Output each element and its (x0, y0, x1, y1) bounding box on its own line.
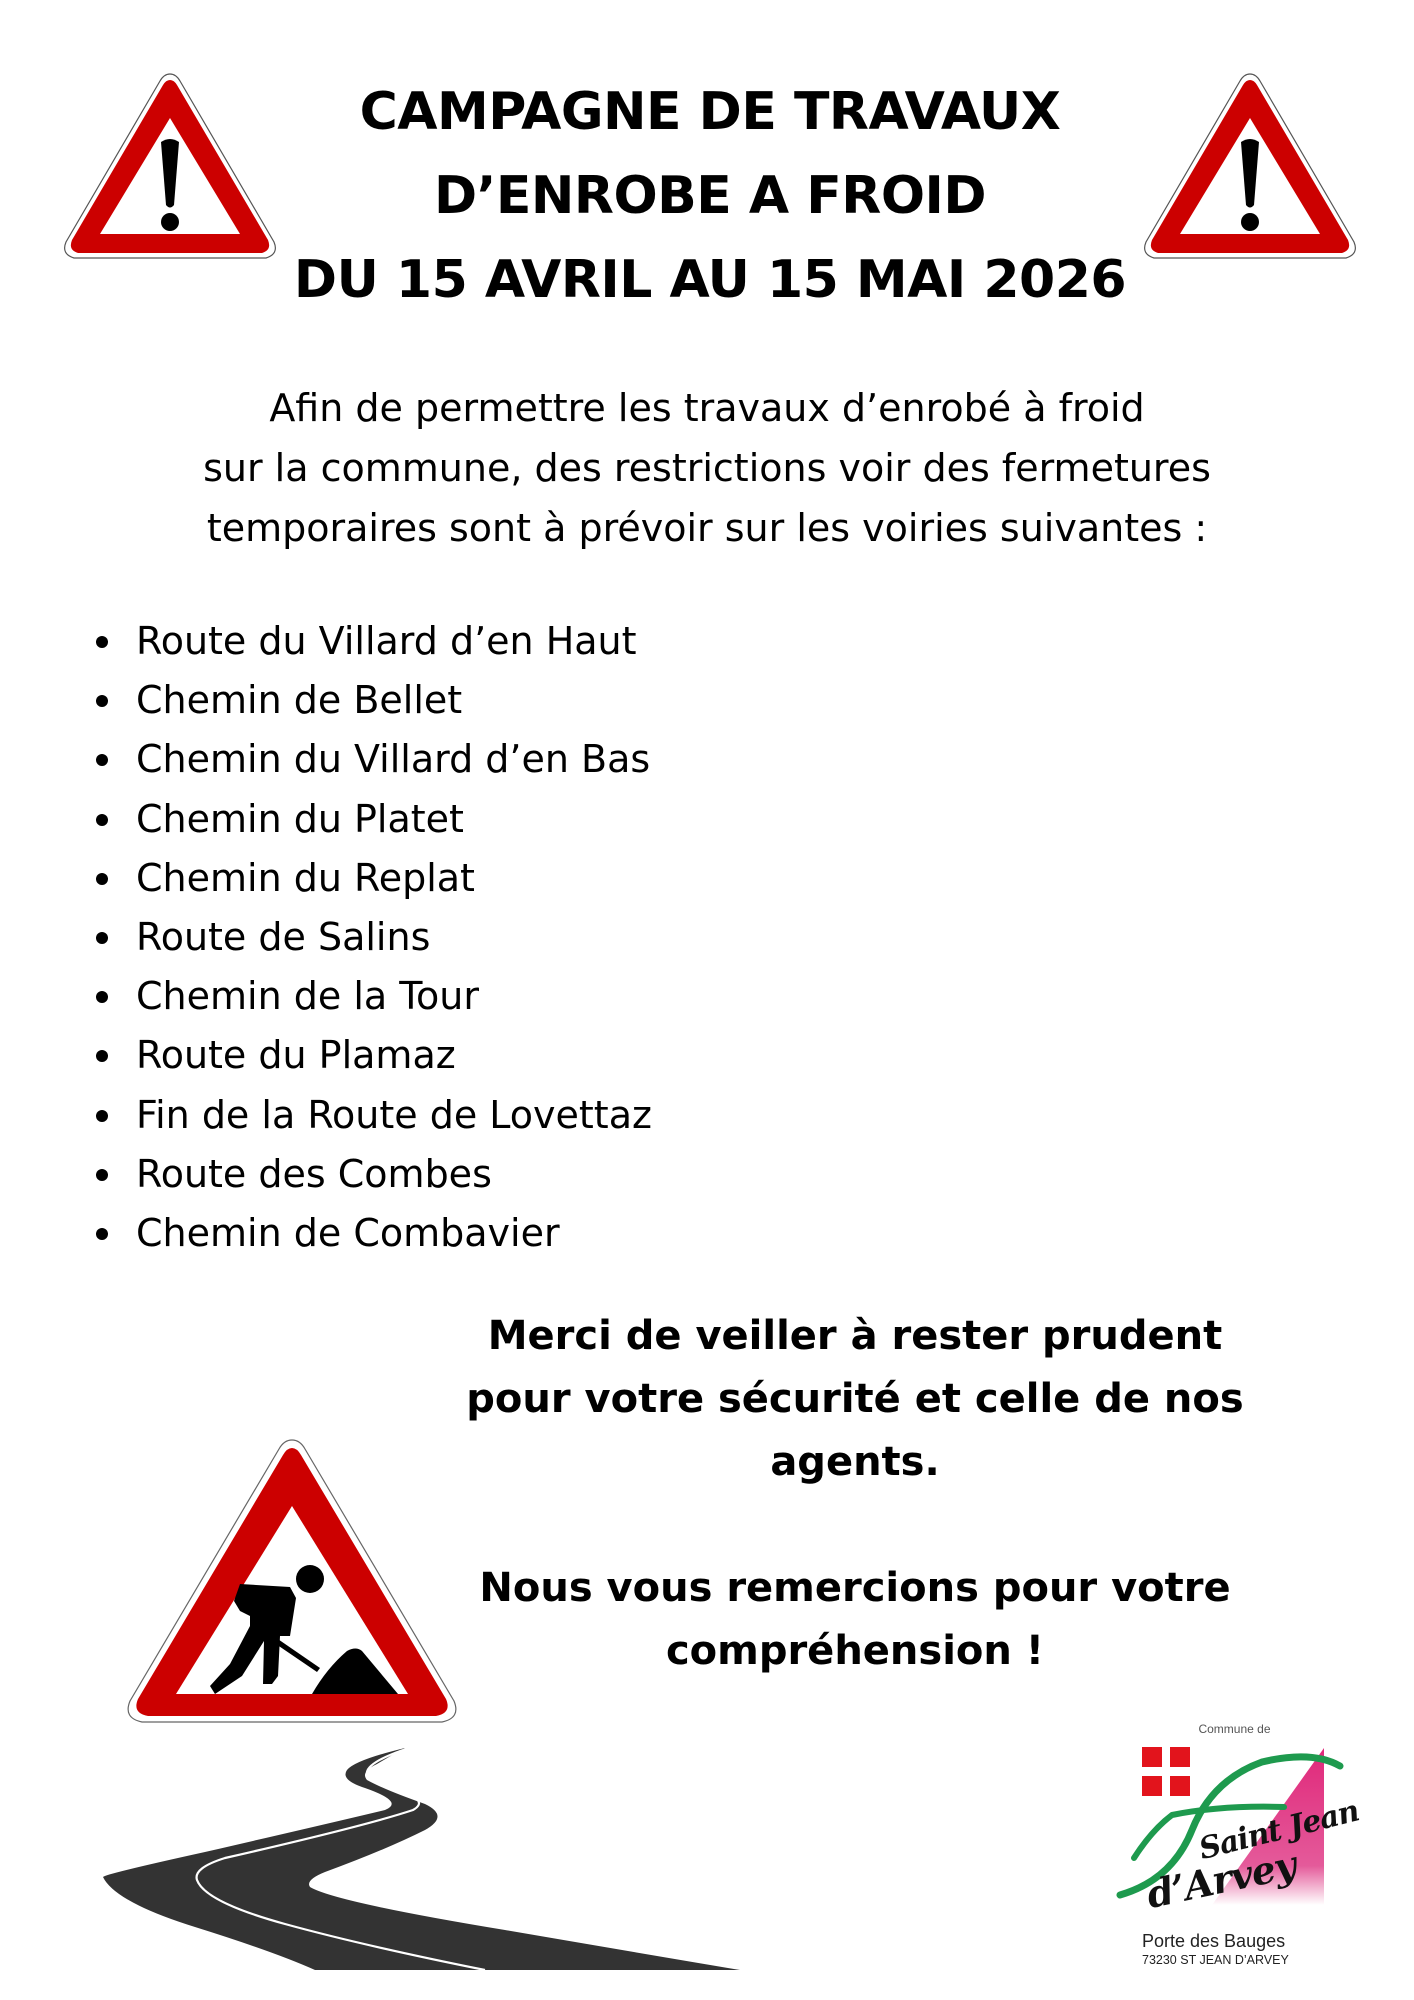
bullet-icon (96, 754, 108, 766)
list-item: Route de Salins (92, 908, 652, 967)
roadworks-sign-icon (122, 1436, 462, 1728)
bullet-icon (96, 1050, 108, 1062)
logo-address: 73230 ST JEAN D’ARVEY (1142, 1953, 1289, 1967)
bullet-icon (96, 991, 108, 1003)
thanks-line-1: Nous vous remercions pour votre (479, 1565, 1231, 1611)
list-item: Fin de la Route de Lovettaz (92, 1086, 652, 1145)
logo-name-line-1: Saint Jean (1195, 1793, 1363, 1867)
bullet-icon (96, 873, 108, 885)
caution-line-2: pour votre sécurité et celle de nos (466, 1376, 1244, 1422)
warning-exclamation-icon (1140, 70, 1360, 265)
title-line-2: D’ENROBE A FROID (433, 166, 987, 226)
roadworks-sign (122, 1436, 462, 1728)
title-block (290, 70, 1130, 322)
safety-message (440, 1305, 1270, 1683)
warning-sign-right (1140, 70, 1360, 265)
list-item: Route des Combes (92, 1145, 652, 1204)
intro-paragraph (100, 378, 1314, 558)
bullet-icon (96, 1169, 108, 1181)
thanks-line-2: compréhension ! (665, 1628, 1045, 1674)
intro-line-3: temporaires sont à prévoir sur les voiries suivantes : (206, 506, 1208, 550)
title-line-3: DU 15 AVRIL AU 15 MAI 2026 (293, 250, 1127, 310)
list-item: Chemin de Bellet (92, 671, 652, 730)
spacer (440, 1494, 1270, 1557)
list-item: Chemin du Replat (92, 849, 652, 908)
road-list (92, 612, 652, 1263)
bullet-icon (96, 932, 108, 944)
caution-line-1: Merci de veiller à rester prudent (487, 1313, 1223, 1359)
list-item: Chemin de Combavier (92, 1204, 652, 1263)
title-line-1: CAMPAGNE DE TRAVAUX (359, 82, 1061, 142)
logo-subtitle: Porte des Bauges (1142, 1931, 1286, 1951)
winding-road-icon (85, 1742, 745, 1978)
warning-exclamation-icon (60, 70, 280, 265)
intro-line-2: sur la commune, des restrictions voir des fermetures (203, 446, 1211, 490)
list-item: Chemin du Villard d’en Bas (92, 730, 652, 789)
commune-logo (1112, 1720, 1412, 1990)
bullet-icon (96, 636, 108, 648)
list-item: Route du Plamaz (92, 1026, 652, 1085)
caution-line-3: agents. (770, 1439, 940, 1485)
list-item: Chemin de la Tour (92, 967, 652, 1026)
bullet-icon (96, 1228, 108, 1240)
winding-road-graphic (85, 1742, 745, 1978)
logo-name-line-2: d’Arvey (1142, 1841, 1300, 1917)
list-item: Route du Villard d’en Haut (92, 612, 652, 671)
bullet-icon (96, 695, 108, 707)
warning-sign-left (60, 70, 280, 265)
intro-line-1: Afin de permettre les travaux d’enrobé à froid (269, 386, 1145, 430)
logo-commune-label: Commune de (1198, 1722, 1271, 1736)
bullet-icon (96, 814, 108, 826)
bullet-icon (96, 1110, 108, 1122)
list-item: Chemin du Platet (92, 790, 652, 849)
